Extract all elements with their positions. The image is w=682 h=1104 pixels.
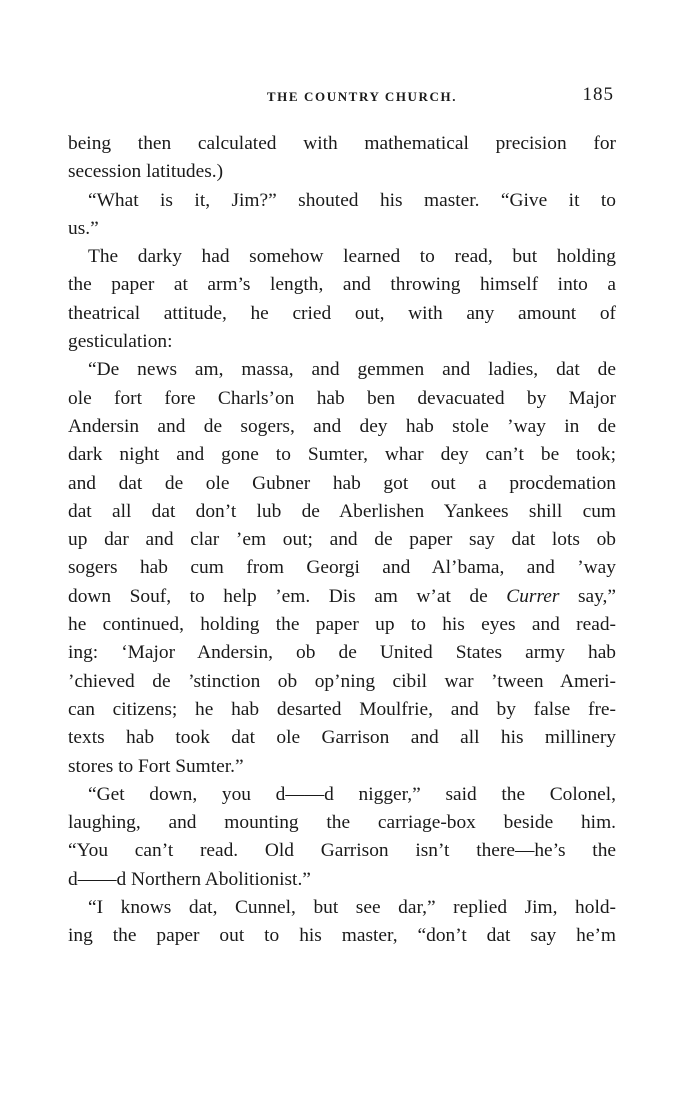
text-line: being then calculated with mathematical precision for: [68, 133, 616, 154]
text-line: dark night and gone to Sumter, whar dey can’t be took;: [68, 444, 616, 466]
text-line: ing: ‘Major Andersin, ob de United States army hab: [68, 642, 616, 664]
text-line: stores to Fort Sumter.”: [68, 755, 244, 777]
text-line: “De news am, massa, and gemmen and ladies, dat de: [88, 359, 616, 381]
book-page: [68, 84, 616, 951]
text-line: ing the paper out to his master, “don’t dat say he’m: [68, 925, 616, 947]
text-line: down Souf, to help ’em. Dis am w’at de Currer say,”: [68, 585, 616, 607]
text-line: laughing, and mounting the carriage-box beside him.: [68, 812, 616, 834]
text-line: “I knows dat, Cunnel, but see dar,” replied Jim, hold-: [88, 897, 616, 919]
text-line: he continued, holding the paper up to his eyes and read-: [68, 614, 616, 636]
text-line: “What is it, Jim?” shouted his master. “Give it to: [88, 189, 616, 211]
text-line: theatrical attitude, he cried out, with any amount of: [68, 302, 616, 324]
text-line: d——d Northern Abolitionist.”: [68, 868, 311, 890]
text-line: sogers hab cum from Georgi and Al’bama, and ’way: [68, 557, 616, 579]
running-head: [68, 84, 616, 110]
body-text: [68, 130, 616, 951]
text-line: “You can’t read. Old Garrison isn’t there—he’s the: [68, 840, 616, 862]
text-line: the paper at arm’s length, and throwing himself into a: [68, 274, 616, 296]
text-line: ’chieved de ’stinction ob op’ning cibil war ’tween Ameri-: [68, 670, 616, 692]
text-line: gesticulation:: [68, 331, 173, 353]
text-line: texts hab took dat ole Garrison and all his millinery: [68, 727, 616, 749]
chapter-running-title: THE COUNTRY CHURCH.: [266, 89, 458, 104]
text-line: dat all dat don’t lub de Aberlishen Yankees shill cum: [68, 500, 616, 522]
text-line: us.”: [68, 217, 99, 239]
text-line: can citizens; he hab desarted Moulfrie, and by false fre-: [68, 698, 616, 720]
text-line: The darky had somehow learned to read, but holding: [88, 246, 616, 268]
page-number: 185: [582, 84, 614, 105]
text-line: “Get down, you d——d nigger,” said the Colonel,: [88, 783, 616, 805]
text-line: ole fort fore Charls’on hab ben devacuated by Major: [68, 387, 616, 409]
text-line: and dat de ole Gubner hab got out a procdemation: [68, 472, 616, 494]
text-line: secession latitudes.): [68, 161, 224, 183]
text-line: Andersin and de sogers, and dey hab stole ’way in de: [68, 415, 616, 437]
text-line: up dar and clar ’em out; and de paper say dat lots ob: [68, 529, 616, 551]
